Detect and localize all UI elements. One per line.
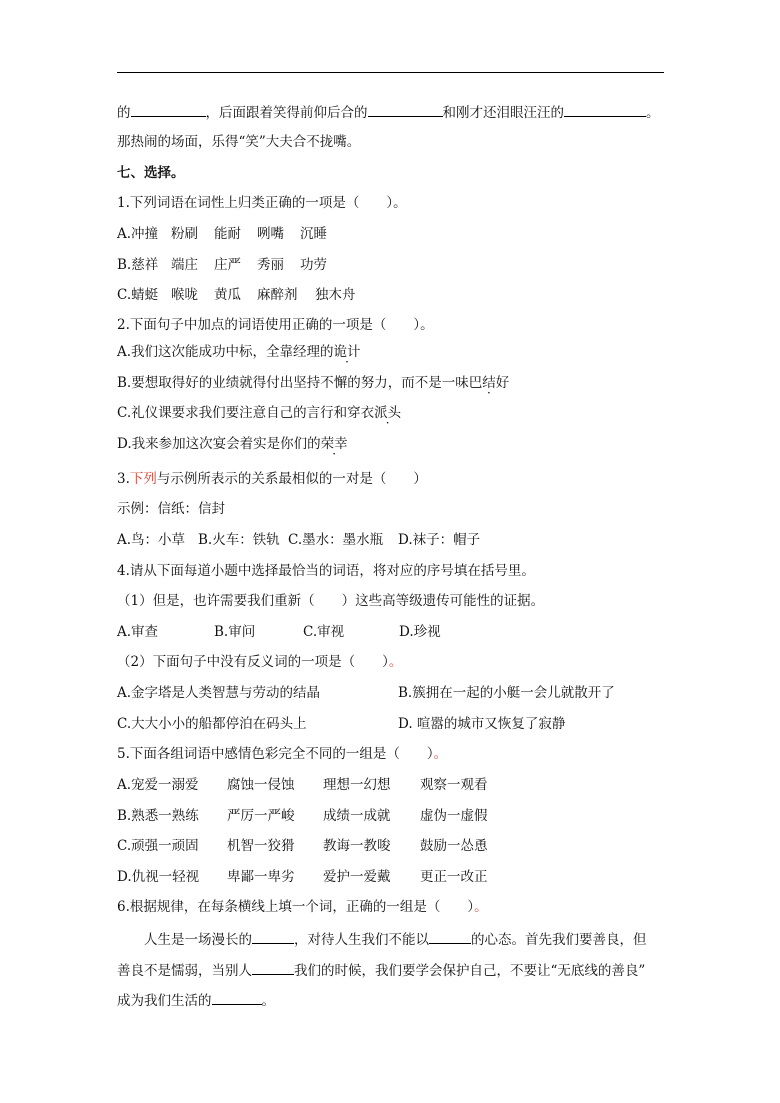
question-3 bbox=[117, 470, 427, 488]
blank[interactable] bbox=[368, 103, 443, 117]
word: 端庄 bbox=[171, 257, 198, 273]
q4-2-options-row2[interactable] bbox=[117, 715, 565, 733]
q4-1-options[interactable] bbox=[117, 623, 441, 641]
q4-2-options-row1[interactable] bbox=[117, 684, 615, 702]
text: 与示例所表示的关系最相似的一对是（ ） bbox=[156, 471, 427, 487]
option[interactable]: D. 喧嚣的城市又恢复了寂静 bbox=[398, 716, 566, 732]
q4-2 bbox=[117, 653, 402, 671]
paragraph-line-2 bbox=[117, 961, 645, 980]
q3-example: 示例：信纸：信封 bbox=[117, 501, 225, 517]
blank[interactable] bbox=[429, 930, 471, 944]
question-6 bbox=[117, 898, 488, 916]
blank[interactable] bbox=[131, 103, 206, 117]
text: D.我来参加这次宴会着实是你们的 bbox=[117, 436, 321, 452]
word: C.顽强一顽固 bbox=[117, 838, 199, 854]
fill-line-2: 那热闹的场面，乐得“笑”大夫合不拢嘴。 bbox=[117, 134, 361, 150]
word: D.仇视一轻视 bbox=[117, 869, 200, 885]
word: C.蜻蜓 bbox=[117, 287, 159, 303]
option[interactable]: B.审问 bbox=[214, 624, 256, 640]
blank[interactable] bbox=[252, 930, 294, 944]
word: 观察一观看 bbox=[420, 777, 488, 793]
question-4: 4.请从下面每道小题中选择最恰当的词语，将对应的序号填在括号里。 bbox=[117, 563, 535, 579]
word: 麻醉剂 bbox=[257, 287, 298, 303]
text: ，对待人生我们不能以 bbox=[294, 932, 429, 948]
text: 我们的时候，我们要学会保护自己，不要让“无底线的善良” bbox=[294, 963, 646, 979]
word: 庄严 bbox=[214, 257, 241, 273]
word: A.宠爱一溺爱 bbox=[117, 777, 199, 793]
dotted-word: 派头 bbox=[374, 405, 402, 421]
word: 爱护一爱戴 bbox=[323, 869, 391, 885]
word: 粉刷 bbox=[171, 226, 198, 242]
q5-option-d[interactable] bbox=[117, 868, 488, 886]
q5-option-a[interactable] bbox=[117, 776, 488, 794]
word: 沉睡 bbox=[300, 226, 327, 242]
text: 和刚才还泪眼汪汪的 bbox=[442, 105, 564, 121]
word: 机智一狡猾 bbox=[227, 838, 295, 854]
text: 的心态。首先我们要善良，但 bbox=[471, 932, 647, 948]
text: ，后面跟着笑得前仰后合的 bbox=[205, 105, 368, 121]
red-text: 。 bbox=[433, 746, 448, 762]
word: B.慈祥 bbox=[117, 257, 159, 273]
word: 独木舟 bbox=[315, 287, 356, 303]
question-1: 1.下列词语在词性上归类正确的一项是（ ）。 bbox=[117, 195, 407, 211]
word: 严厉一严峻 bbox=[227, 808, 295, 824]
text: 。 bbox=[261, 993, 275, 1009]
text: 善良不是懦弱，当别人 bbox=[117, 963, 252, 979]
option[interactable]: C.审视 bbox=[303, 624, 345, 640]
text: B.要想取得好的业绩就得付出坚持不懈的努力，而不是一味巴 bbox=[117, 375, 483, 391]
red-text: 下列 bbox=[129, 471, 157, 487]
option[interactable]: D.袜子：帽子 bbox=[398, 532, 481, 548]
q4-1: （1）但是，也许需要我们重新（ ）这些高等级遗传可能性的证据。 bbox=[117, 593, 545, 609]
word: 卑鄙一卑劣 bbox=[227, 869, 295, 885]
header-rule bbox=[117, 72, 664, 73]
blank[interactable] bbox=[212, 991, 262, 1005]
paragraph-line-3 bbox=[117, 991, 275, 1010]
text: C.礼仪课要求我们要注意自己的言行和穿衣 bbox=[117, 405, 375, 421]
text: 的 bbox=[117, 105, 131, 121]
text: 5.下面各组词语中感情色彩完全不同的一组是（ ） bbox=[117, 746, 434, 762]
text: 成为我们生活的 bbox=[117, 993, 212, 1009]
word: 鼓励一怂恿 bbox=[420, 838, 488, 854]
red-text: 。 bbox=[388, 654, 403, 670]
q2-option-b[interactable] bbox=[117, 374, 509, 392]
option[interactable]: B.火车：铁轨 bbox=[198, 532, 280, 548]
word: 功劳 bbox=[300, 257, 327, 273]
text: 。 bbox=[646, 105, 660, 121]
question-5 bbox=[117, 745, 447, 763]
word: 秀丽 bbox=[257, 257, 284, 273]
word: 成绩一成就 bbox=[323, 808, 391, 824]
q1-option-b[interactable] bbox=[117, 256, 327, 274]
word: B.熟悉一熟练 bbox=[117, 808, 199, 824]
fill-line-1 bbox=[117, 103, 660, 122]
word: 黄瓜 bbox=[214, 287, 241, 303]
text: 好 bbox=[495, 375, 510, 391]
word: 能耐 bbox=[214, 226, 241, 242]
option[interactable]: A.审查 bbox=[117, 624, 159, 640]
blank[interactable] bbox=[252, 961, 294, 975]
q3-options[interactable] bbox=[117, 531, 480, 549]
dotted-word: 荣幸 bbox=[320, 436, 348, 452]
text: 6.根据规律，在每条横线上填一个词，正确的一组是（ ） bbox=[117, 899, 475, 915]
q2-option-a[interactable] bbox=[117, 343, 361, 361]
paragraph-line-1 bbox=[144, 930, 647, 949]
word: 喉咙 bbox=[171, 287, 198, 303]
section-heading: 七、选择。 bbox=[117, 165, 185, 181]
option[interactable]: A.金字塔是人类智慧与劳动的结晶 bbox=[117, 685, 321, 701]
word: 虚伪一虚假 bbox=[420, 808, 488, 824]
text: （2）下面句子中没有反义词的一项是（ ） bbox=[117, 654, 389, 670]
q5-option-c[interactable] bbox=[117, 837, 488, 855]
q2-option-c[interactable] bbox=[117, 404, 401, 422]
red-text: 。 bbox=[474, 899, 488, 915]
blank[interactable] bbox=[564, 103, 646, 117]
option[interactable]: D.珍视 bbox=[399, 624, 441, 640]
word: 更正一改正 bbox=[420, 869, 488, 885]
word: 理想一幻想 bbox=[323, 777, 391, 793]
option[interactable]: B.簇拥在一起的小艇一会儿就散开了 bbox=[398, 685, 615, 701]
question-2: 2.下面句子中加点的词语使用正确的一项是（ ）。 bbox=[117, 317, 434, 333]
q2-option-d[interactable] bbox=[117, 435, 348, 453]
dotted-word: 诡计 bbox=[333, 344, 361, 360]
text: 人生是一场漫长的 bbox=[144, 932, 252, 948]
word: A.冲撞 bbox=[117, 226, 159, 242]
option[interactable]: C.大大小小的船都停泊在码头上 bbox=[117, 716, 307, 732]
text: A.我们这次能成功中标，全靠经理的 bbox=[117, 344, 334, 360]
q1-option-c[interactable] bbox=[117, 286, 356, 304]
word: 教诲一教唆 bbox=[323, 838, 391, 854]
q1-option-a[interactable] bbox=[117, 225, 327, 243]
word: 腐蚀一侵蚀 bbox=[227, 777, 295, 793]
word: 咧嘴 bbox=[257, 226, 284, 242]
dotted-word: 结 bbox=[482, 375, 496, 391]
q5-option-b[interactable] bbox=[117, 807, 488, 825]
option[interactable]: A.鸟：小草 bbox=[117, 532, 186, 548]
text: 3. bbox=[117, 471, 130, 487]
option[interactable]: C.墨水：墨水瓶 bbox=[288, 532, 384, 548]
